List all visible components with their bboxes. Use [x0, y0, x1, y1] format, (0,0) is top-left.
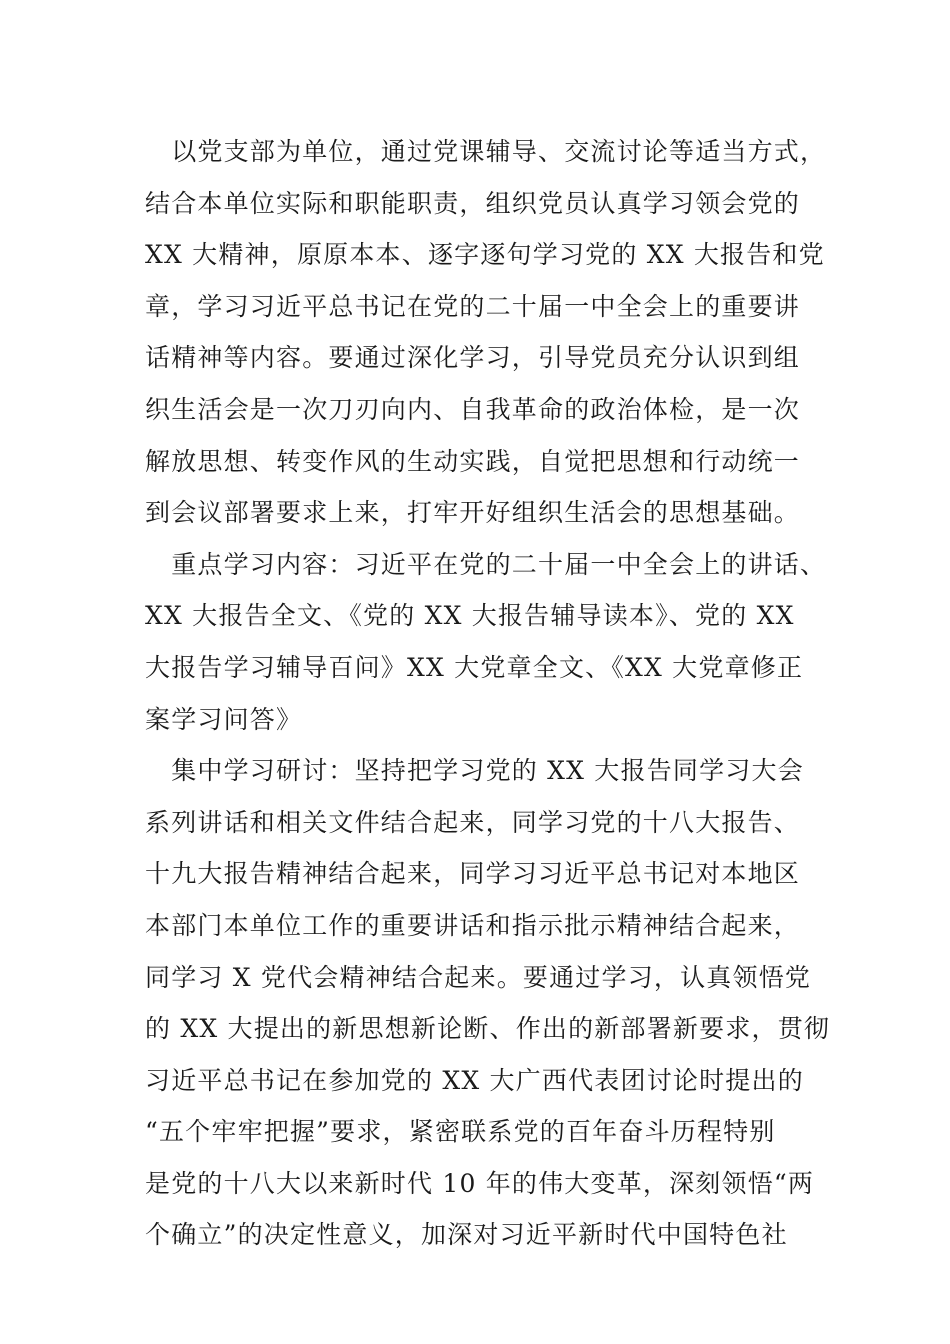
- text-line: “五个牢牢把握”要求，紧密联系党的百年奋斗历程特别: [145, 1117, 776, 1147]
- text-line: 大报告学习辅导百问》XX 大党章全文、《XX 大党章修正: [145, 652, 804, 682]
- paragraph-key-content: [145, 539, 827, 745]
- text-line: XX 大精神，原原本本、逐字逐句学习党的 XX 大报告和党: [145, 240, 825, 270]
- text-line: 结合本单位实际和职能职责，组织党员认真学习领会党的: [145, 188, 801, 218]
- text-line: 是党的十八大以来新时代 10 年的伟大变革，深刻领悟“两: [145, 1168, 815, 1198]
- paragraph-group-study: [145, 745, 831, 1261]
- text-line: 章，学习习近平总书记在党的二十届一中全会上的重要讲: [145, 291, 801, 321]
- text-line: 案学习问答》: [145, 704, 303, 734]
- text-line: 话精神等内容。要通过深化学习，引导党员充分认识到组: [145, 343, 801, 373]
- text-line: 到会议部署要求上来，打牢开好组织生活会的思想基础。: [145, 498, 801, 528]
- text-line: 习近平总书记在参加党的 XX 大广西代表团讨论时提出的: [145, 1065, 804, 1095]
- document-body: [145, 126, 831, 1261]
- text-line: 以党支部为单位，通过党课辅导、交流讨论等适当方式，: [145, 137, 827, 166]
- text-line: 个确立”的决定性意义，加深对习近平新时代中国特色社: [145, 1220, 788, 1250]
- text-line: 的 XX 大提出的新思想新论断、作出的新部署新要求，贯彻: [145, 1014, 831, 1044]
- paragraph-study-method: [145, 126, 827, 539]
- text-line: 重点学习内容：习近平在党的二十届一中全会上的讲话、: [145, 549, 827, 579]
- text-line: 本部门本单位工作的重要讲话和指示批示精神结合起来，: [145, 910, 801, 940]
- text-line: 同学习 X 党代会精神结合起来。要通过学习，认真领悟党: [145, 962, 812, 992]
- text-line: 十九大报告精神结合起来，同学习习近平总书记对本地区: [145, 859, 801, 889]
- text-line: 集中学习研讨：坚持把学习党的 XX 大报告同学习大会: [145, 756, 804, 786]
- text-line: 解放思想、转变作风的生动实践，自觉把思想和行动统一: [145, 446, 801, 476]
- text-line: 织生活会是一次刀刃向内、自我革命的政治体检，是一次: [145, 394, 801, 424]
- text-line: XX 大报告全文、《党的 XX 大报告辅导读本》、党的 XX: [145, 601, 795, 631]
- text-line: 系列讲话和相关文件结合起来，同学习党的十八大报告、: [145, 807, 801, 837]
